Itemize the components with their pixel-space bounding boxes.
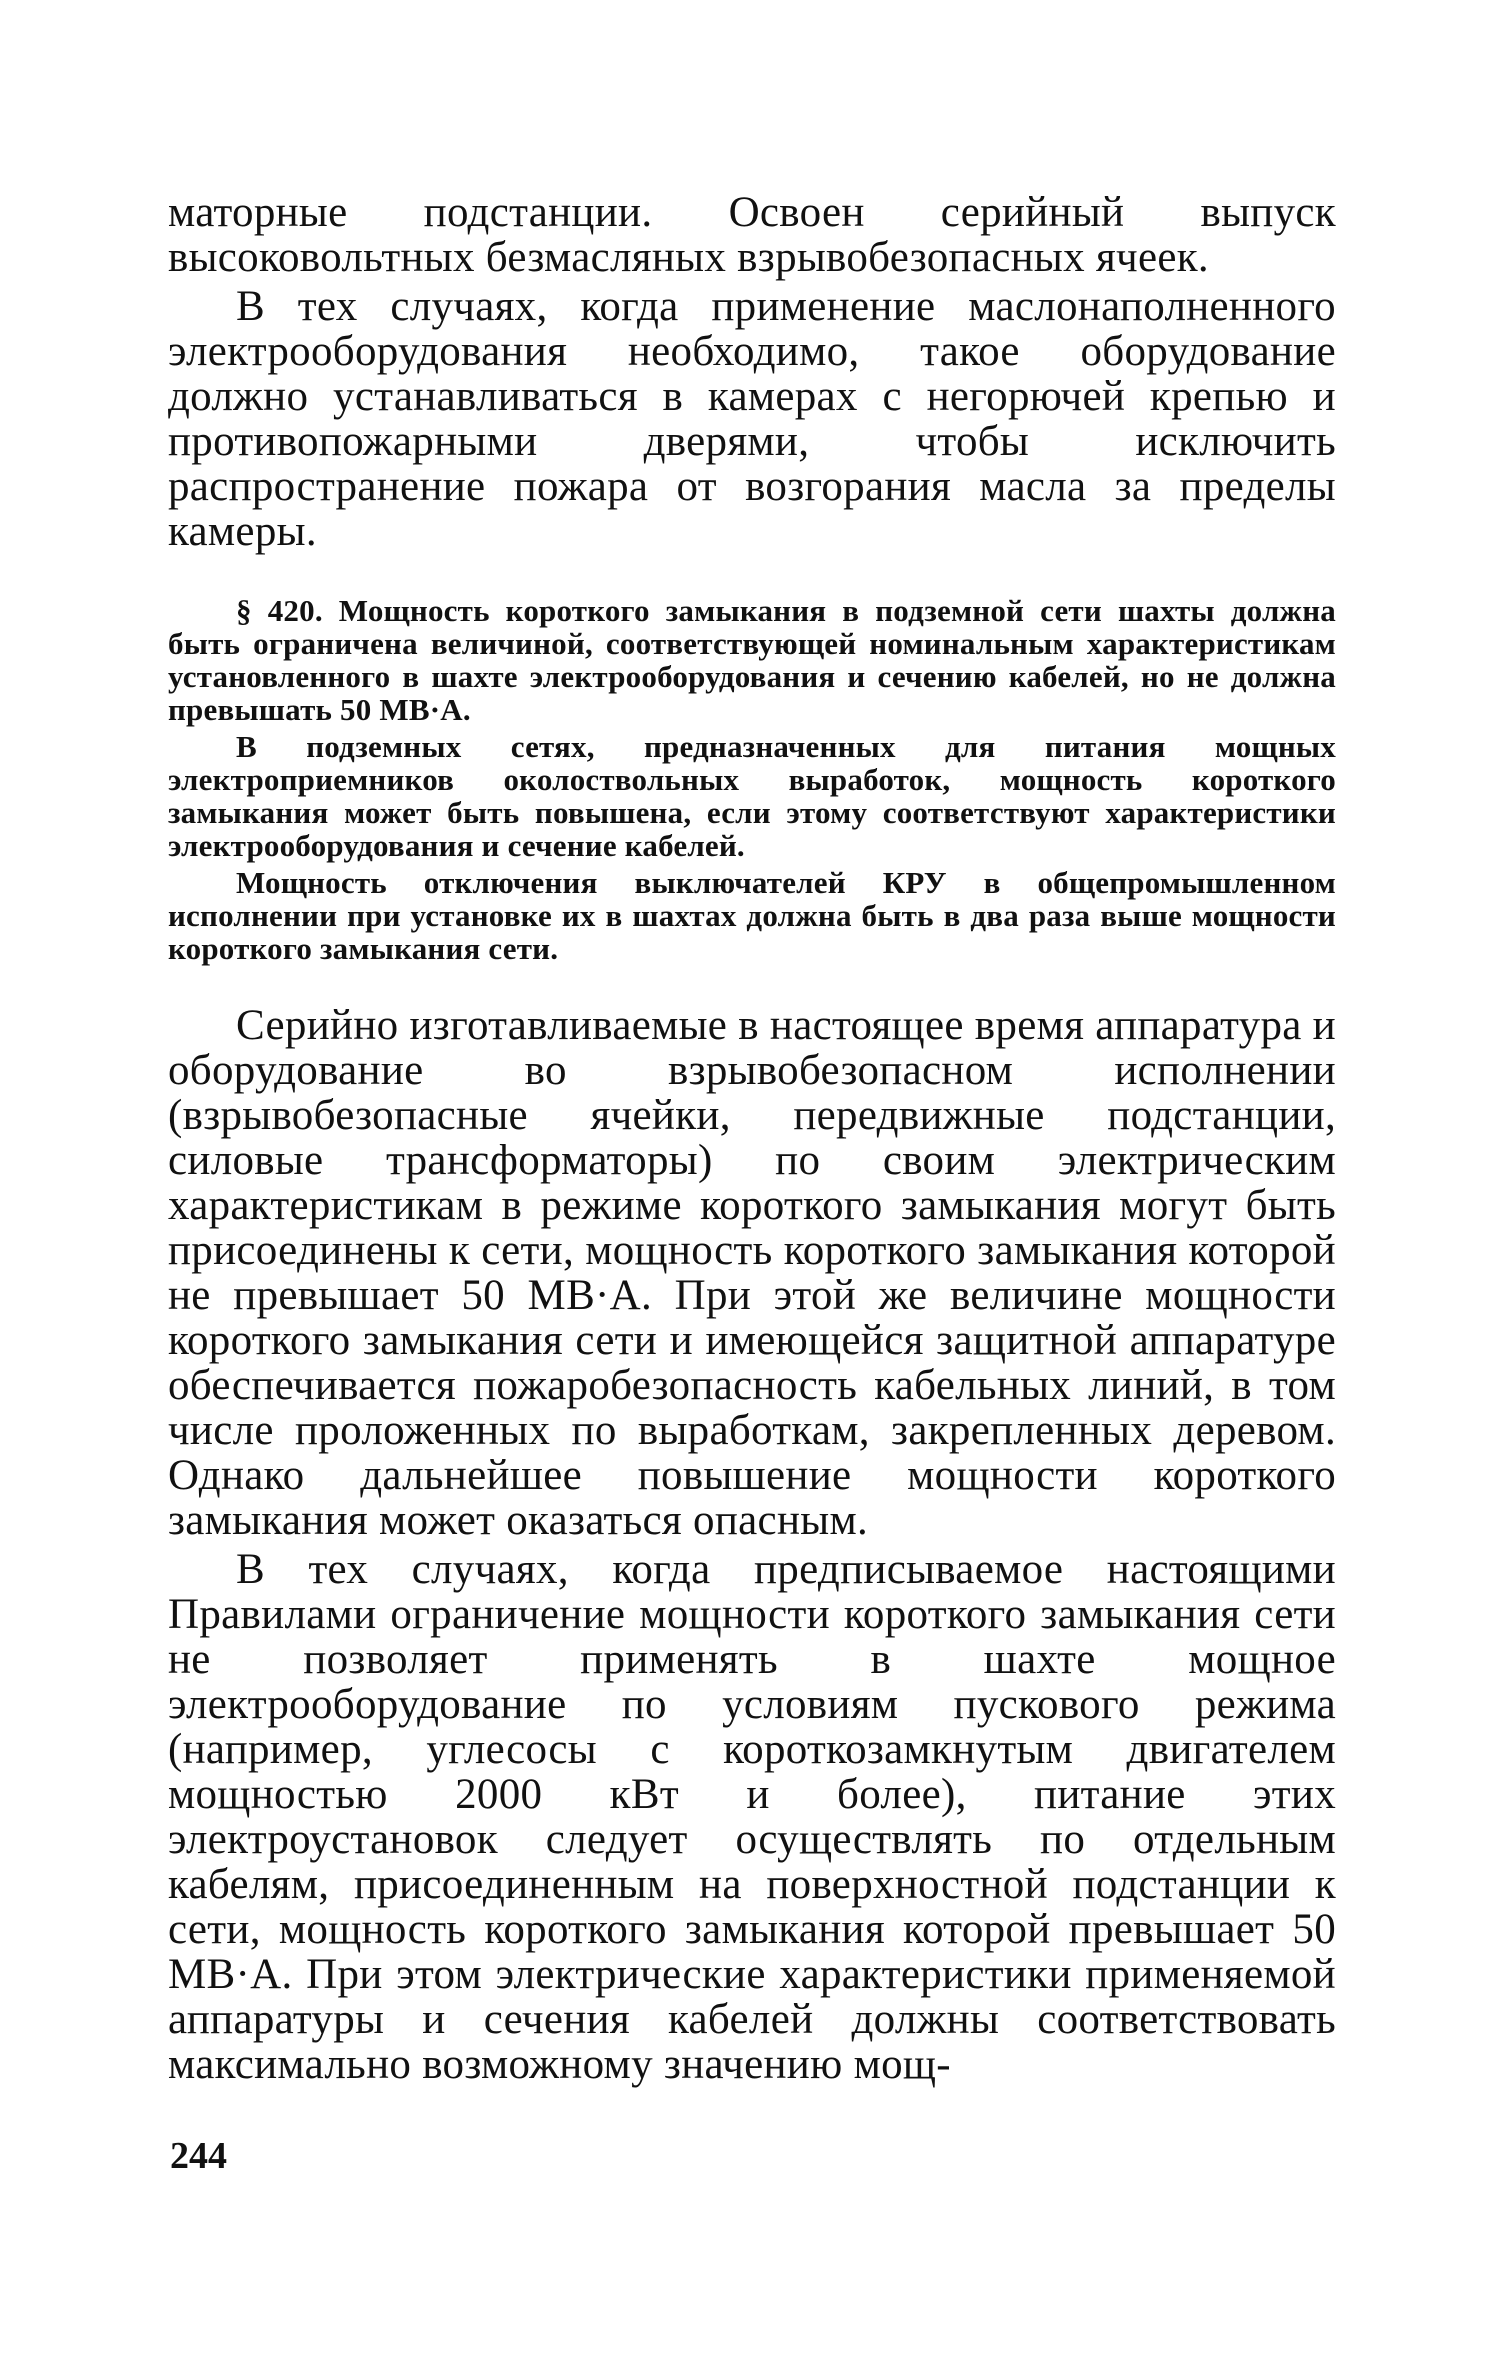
paragraph-oil-equipment: В тех случаях, когда применение маслонаполненного электрооборудования необходимо, такое оборудование должно устанавливаться в камерах с негорючей крепью и противопожарными дверями, чтобы исключить распространение пожара от возгорания масла за пределы камеры. bbox=[168, 283, 1336, 555]
rule-420-text-3: Мощность отключения выключателей КРУ в общепромышленном исполнении при установке их в шахтах должна быть в два раза выше мощности короткого замыкания сети. bbox=[168, 865, 1336, 966]
paragraph-restrictions: В тех случаях, когда предписываемое настоящими Правилами ограничение мощности короткого замыкания сети не позволяет применять в шахте мощное электрооборудование по условиям пускового режима (например, углесосы с короткозамкнутым двигателем мощностью 2000 кВт и более), питание этих электроустановок следует осуществлять по отдельным кабелям, присоединенным на поверхностной подстанции к сети, мощность короткого замыкания которой превышает 50 МВ·А. При этом электрические характеристики применяемой аппаратуры и сечения кабелей должны соответствовать максимально возможному значению мощ- bbox=[168, 1546, 1336, 2088]
paragraph-serial-equipment: Серийно изготавливаемые в настоящее время аппаратура и оборудование во взрывобезопасном исполнении (взрывобезопасные ячейки, передвижные подстанции, силовые трансформаторы) по своим электрическим характеристикам в режиме короткого замыкания могут быть присоединены к сети, мощность короткого замыкания которой не превышает 50 МВ·А. При этой же величине мощности короткого замыкания сети и имеющейся защитной аппаратуре обеспечивается пожаробезопасность кабельных линий, в том числе проложенных по выработкам, закрепленных деревом. Однако дальнейшее повышение мощности короткого замыкания может оказаться опасным. bbox=[168, 1002, 1336, 1544]
page-body bbox=[168, 190, 1336, 2087]
rule-section-420 bbox=[168, 594, 1336, 965]
page-number: 244 bbox=[170, 2135, 227, 2177]
rule-420-text-2: В подземных сетях, предназначенных для питания мощных электроприемников околоствольных выработок, мощность короткого замыкания может быть повышена, если этому соответствуют характеристики электрооборудования и сечение кабелей. bbox=[168, 729, 1336, 863]
rule-420-text: § 420. Мощность короткого замыкания в подземной сети шахты должна быть ограничена величиной, соответствующей номинальным характеристикам установленного в шахте электрооборудования и сечению кабелей, но не должна превышать 50 МВ·А. bbox=[168, 593, 1336, 727]
paragraph-continuation: маторные подстанции. Освоен серийный выпуск высоковольтных безмасляных взрывобезопасных ячеек. bbox=[168, 189, 1336, 281]
